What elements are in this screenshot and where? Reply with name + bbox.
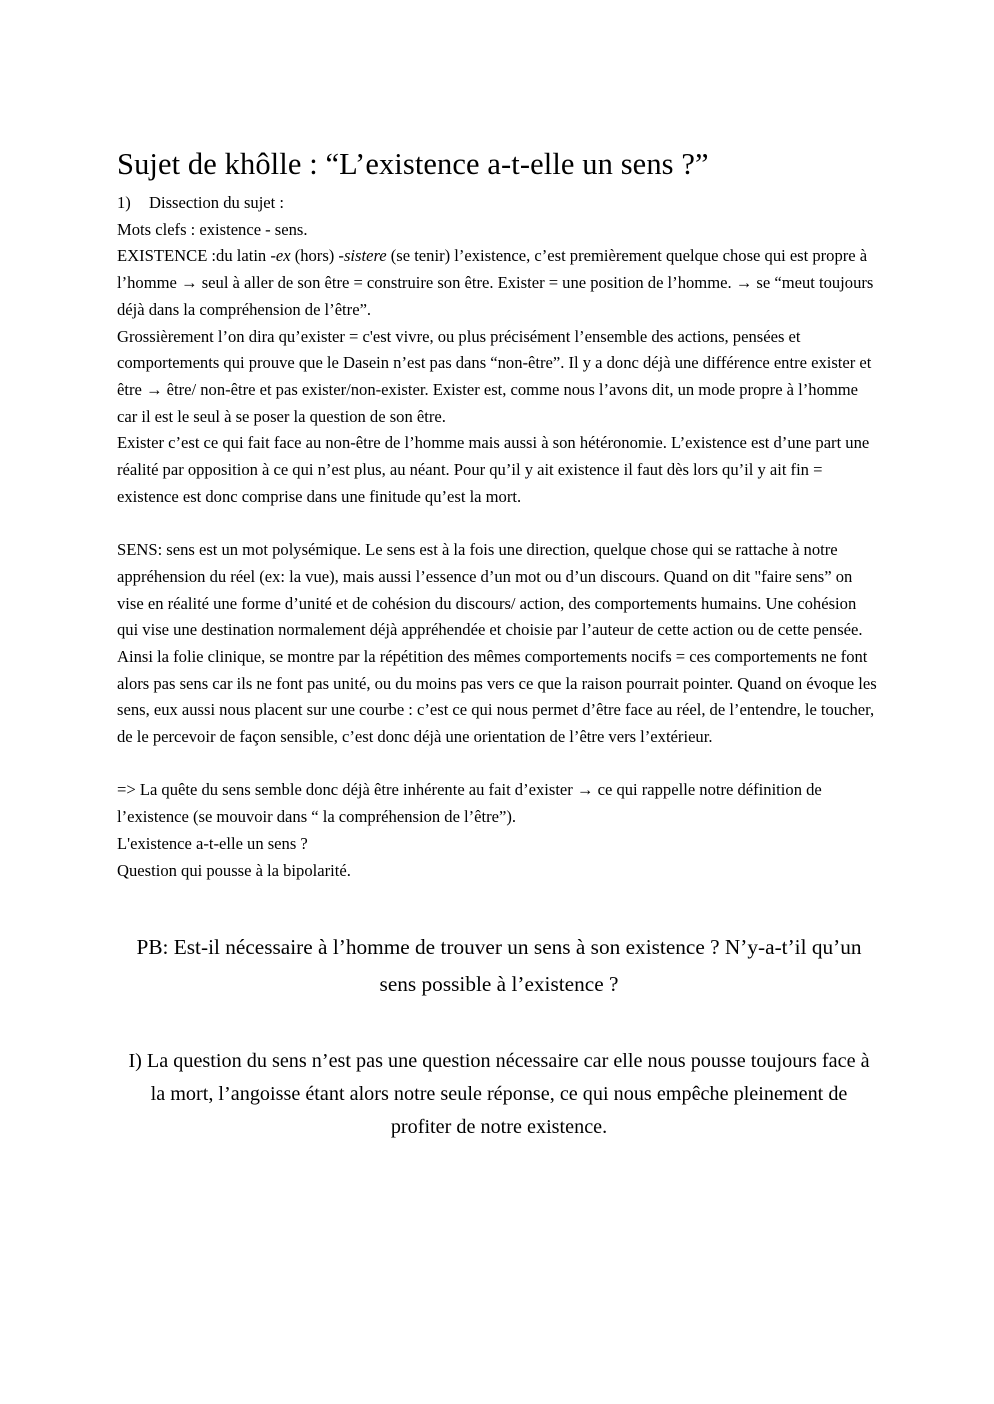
list-item-number: 1) [117, 193, 131, 212]
spacer-before-section-one [117, 1003, 881, 1045]
document-content [117, 144, 881, 1144]
paragraph-existence-definition [117, 243, 881, 323]
latin-term-sistere: -sistere [338, 246, 387, 266]
paragraph-sens-definition: SENS: sens est un mot polysémique. Le sens est à la fois une direction, quelque chose qui se rattache à notre appréhension du réel (ex: la vue), mais aussi l’essence d’un mot ou d’un discours. Quand on dit "faire sens” on vise en réalité une forme d’unité et de cohésion du discours/ action, des comportements humains. Une cohésion qui vise une destination normalement déjà appréhendée et choisie par l’auteur de cette action ou de cette pensée. Ainsi la folie clinique, se montre par la répétition des mêmes comportements nocifs = ces comportements ne font alors pas sens car ils ne font pas unité, ou du moins pas vers ce que la raison pourrait pointer. Quand on évoque les sens, eux aussi nous placent sur une courbe : c’est ce qui nous permet d’être face au réel, de l’entendre, le toucher, de le percevoir de façon sensible, c’est donc déjà une orientation de l’être vers l’extérieur. [117, 540, 877, 747]
page-title: Sujet de khôlle : “L’existence a-t-elle un sens ?” [117, 147, 709, 181]
problematique-heading: PB: Est-il nécessaire à l’homme de trouver un sens à son existence ? N’y-a-t’il qu’un sens possible à l’existence ? [136, 935, 862, 997]
existence-lead-text: EXISTENCE :du latin [117, 246, 271, 266]
spacer-before-problematique [117, 884, 881, 929]
existence-rest-text: (se tenir) l’existence, c’est premièrement quelque chose qui est propre à l’homme → seul à aller de son être = construire son être. Exister = une position de l’homme. → se “meut toujours déjà dans la compréhension de l’être”. [117, 246, 874, 319]
outline-list [117, 190, 881, 217]
list-item-dissection [117, 190, 881, 217]
paragraph-exister-face-au-non-etre: Exister c’est ce qui fait face au non-être de l’homme mais aussi à son hétéronomie. L’existence est d’une part une réalité par opposition à ce qui n’est plus, au néant. Pour qu’il y ait existence il faut dès lors qu’il y ait fin = existence est donc comprise dans une finitude qu’est la mort. [117, 433, 870, 506]
keywords-line: Mots clefs : existence - sens. [117, 219, 308, 239]
paragraph-grossierement: Grossièrement l’on dira qu’exister = c'est vivre, ou plus précisément l’ensemble des actions, pensées et comportements qui prouve que le Dasein n’est pas dans “non-être”. Il y a donc déjà une différence entre exister et être → être/ non-être et pas exister/non-exister. Exister est, comme nous l’avons dit, un mode propre à l’homme car il est le seul à se poser la question de son être. [117, 326, 872, 426]
list-item-label: Dissection du sujet : [149, 193, 285, 212]
existence-mid-text: (hors) [290, 246, 339, 266]
latin-term-ex: -ex [270, 246, 291, 266]
paragraph-question-restatement: L'existence a-t-elle un sens ? [117, 833, 308, 853]
paragraph-bipolarite: Question qui pousse à la bipolarité. [117, 860, 351, 880]
section-one-heading: I) La question du sens n’est pas une question nécessaire car elle nous pousse toujours face à la mort, l’angoisse étant alors notre seule réponse, ce qui nous empêche pleinement de profiter de notre existence. [128, 1050, 870, 1139]
paragraph-conclusion-quete-du-sens: => La quête du sens semble donc déjà être inhérente au fait d’exister → ce qui rappelle notre définition de l’existence (se mouvoir dans “ la compréhension de l’être”). [117, 780, 822, 827]
